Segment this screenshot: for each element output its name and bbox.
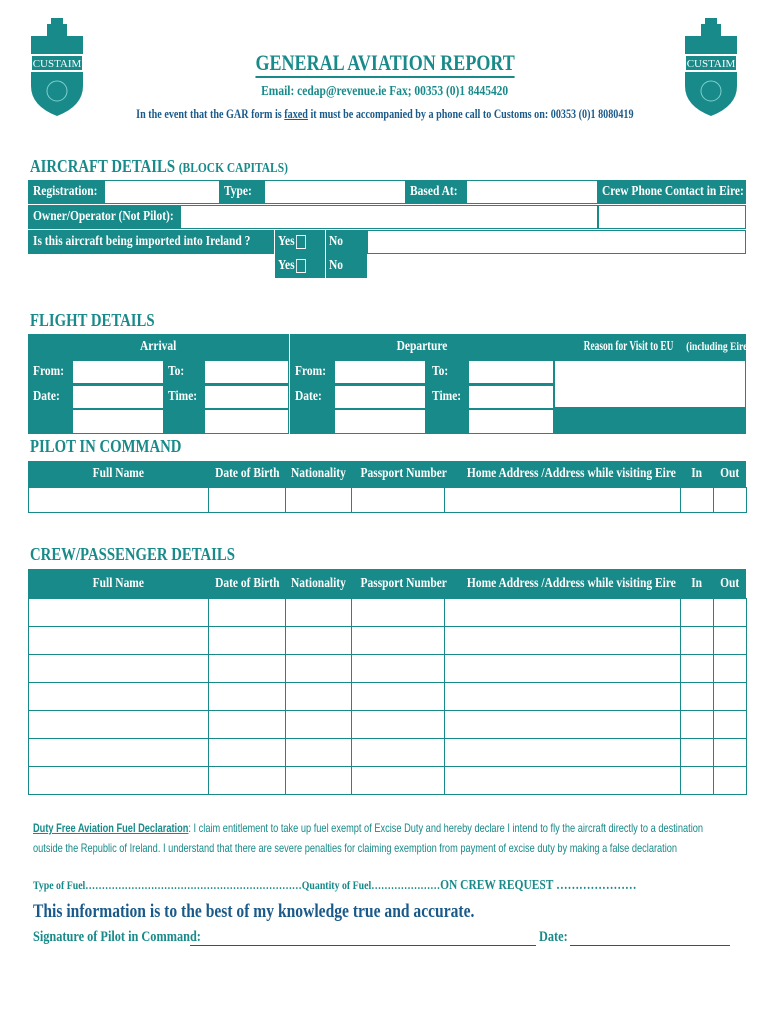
arrival-extra-field-2[interactable]: [204, 409, 289, 434]
statement: This information is to the best of my knowledge true and accurate.: [33, 901, 475, 922]
crew-cell[interactable]: [351, 654, 445, 683]
yes-checkbox-1[interactable]: Yes: [278, 230, 306, 254]
type-field[interactable]: [264, 180, 406, 204]
crew-col-address: Home Address /Address while visiting Eire: [466, 576, 676, 591]
crew-cell[interactable]: [28, 682, 209, 711]
crew-cell[interactable]: [444, 710, 681, 739]
crew-cell[interactable]: [208, 626, 286, 655]
departure-time-field[interactable]: [468, 385, 554, 409]
flight-section-title: FLIGHT DETAILS: [30, 310, 155, 330]
crew-cell[interactable]: [285, 654, 352, 683]
arrival-date-label: Date:: [33, 389, 60, 404]
arrival-time-label: Time:: [168, 389, 198, 404]
fuel-line: [33, 878, 636, 894]
date-line[interactable]: [570, 945, 730, 946]
arrival-to-label: To:: [168, 364, 185, 379]
crew-cell[interactable]: [208, 598, 286, 627]
departure-from-field[interactable]: [334, 360, 426, 384]
crest-text: CUSTAIM: [686, 58, 736, 70]
crew-phone-label: Crew Phone Contact in Eire:: [602, 184, 744, 199]
departure-header: Departure: [396, 339, 447, 354]
crew-section-title: CREW/PASSENGER DETAILS: [30, 544, 235, 564]
registration-field[interactable]: [104, 180, 220, 204]
arrival-from-field[interactable]: [72, 360, 164, 384]
crest-text: CUSTAIM: [32, 58, 82, 70]
date-label: Date:: [539, 929, 568, 945]
pilot-cell[interactable]: [680, 487, 714, 513]
crew-cell[interactable]: [208, 738, 286, 767]
departure-date-field[interactable]: [334, 385, 426, 409]
crew-cell[interactable]: [285, 738, 352, 767]
crew-cell[interactable]: [285, 682, 352, 711]
pilot-cell[interactable]: [28, 487, 209, 513]
signature-label: Signature of Pilot in Command:: [33, 929, 201, 945]
crew-cell[interactable]: [713, 766, 747, 795]
departure-time-label: Time:: [432, 389, 462, 404]
crew-cell[interactable]: [680, 682, 714, 711]
crew-cell[interactable]: [351, 766, 445, 795]
crew-cell[interactable]: [285, 710, 352, 739]
signature-line[interactable]: [190, 945, 536, 946]
crew-cell[interactable]: [28, 598, 209, 627]
crew-cell[interactable]: [351, 682, 445, 711]
fuel-quantity-label: Quantity of Fuel…………………: [301, 878, 441, 892]
crew-cell[interactable]: [713, 738, 747, 767]
crew-cell[interactable]: [351, 738, 445, 767]
departure-to-field[interactable]: [468, 360, 554, 384]
crew-cell[interactable]: [208, 710, 286, 739]
crew-cell[interactable]: [28, 766, 209, 795]
pilot-cell[interactable]: [713, 487, 747, 513]
crew-col-name: Full Name: [92, 576, 144, 591]
crew-cell[interactable]: [713, 682, 747, 711]
reason-field[interactable]: [554, 360, 746, 408]
crew-cell[interactable]: [713, 710, 747, 739]
reason-header: Reason for Visit to EU (including Eire):: [583, 339, 755, 354]
crew-cell[interactable]: [444, 682, 681, 711]
crew-cell[interactable]: [680, 738, 714, 767]
crew-col-in: In: [691, 576, 702, 591]
import-field[interactable]: [367, 230, 746, 254]
crew-col-dob: Date of Birth: [215, 576, 280, 591]
crew-cell[interactable]: [28, 626, 209, 655]
pilot-col-dob: Date of Birth: [215, 466, 280, 481]
owner-field[interactable]: [180, 205, 598, 229]
pilot-col-nationality: Nationality: [291, 466, 346, 481]
departure-extra-field-2[interactable]: [468, 409, 554, 434]
type-label: Type:: [224, 184, 252, 199]
fuel-declaration: Duty Free Aviation Fuel Declaration: I claim entitlement to take up fuel exempt of Excise Duty and hereby declare I intend to fly the aircraft directly to a destination outside the Republic of Ireland. I understand that there are severe penalties for claiming exemption from payment of excise duty by making a false declaration: [33, 821, 704, 855]
contact-line: Email: cedap@revenue.ie Fax; 00353 (0)1 8445420: [261, 84, 509, 99]
pilot-col-passport: Passport Number: [360, 466, 447, 481]
pilot-col-out: Out: [719, 466, 740, 481]
crew-cell[interactable]: [680, 598, 714, 627]
aircraft-section-title: AIRCRAFT DETAILS (BLOCK CAPITALS): [30, 156, 288, 176]
crew-cell[interactable]: [208, 766, 286, 795]
pilot-col-address: Home Address /Address while visiting Eire: [466, 466, 676, 481]
based-at-field[interactable]: [466, 180, 598, 204]
registration-label: Registration:: [33, 184, 98, 199]
pilot-cell[interactable]: [285, 487, 352, 513]
crew-cell[interactable]: [713, 654, 747, 683]
crew-col-passport: Passport Number: [360, 576, 447, 591]
crew-cell[interactable]: [285, 598, 352, 627]
checkbox-icon[interactable]: [296, 259, 306, 273]
arrival-header: Arrival: [140, 339, 177, 354]
fuel-type-label: Type of Fuel…………………………………………………………: [33, 878, 302, 892]
crew-cell[interactable]: [713, 626, 747, 655]
crew-cell[interactable]: [680, 654, 714, 683]
crew-cell[interactable]: [285, 766, 352, 795]
crew-cell[interactable]: [208, 682, 286, 711]
no-label-2: No: [329, 258, 344, 273]
based-at-label: Based At:: [410, 184, 458, 199]
yes-checkbox-2[interactable]: Yes: [278, 254, 306, 278]
crew-cell[interactable]: [680, 626, 714, 655]
arrival-from-label: From:: [33, 364, 65, 379]
crew-cell[interactable]: [285, 626, 352, 655]
crew-cell[interactable]: [28, 710, 209, 739]
owner-label: Owner/Operator (Not Pilot):: [33, 209, 174, 224]
pilot-section-title: PILOT IN COMMAND: [30, 436, 182, 456]
departure-extra-field[interactable]: [334, 409, 426, 434]
crew-request-label: ON CREW REQUEST …………………: [440, 878, 637, 893]
crew-col-nationality: Nationality: [291, 576, 346, 591]
import-question: Is this aircraft being imported into Ireland ?: [33, 234, 251, 249]
crew-cell[interactable]: [444, 598, 681, 627]
arrival-extra-field[interactable]: [72, 409, 164, 434]
page-title: GENERAL AVIATION REPORT: [255, 50, 514, 78]
departure-to-label: To:: [432, 364, 449, 379]
arrival-date-field[interactable]: [72, 385, 164, 409]
pilot-col-name: Full Name: [92, 466, 144, 481]
crew-cell[interactable]: [28, 654, 209, 683]
crew-cell[interactable]: [444, 654, 681, 683]
crew-cell[interactable]: [680, 710, 714, 739]
header: [0, 50, 770, 78]
crew-col-out: Out: [719, 576, 740, 591]
crew-phone-field[interactable]: [598, 205, 746, 229]
arrival-to-field[interactable]: [204, 360, 289, 384]
crew-cell[interactable]: [444, 766, 681, 795]
crew-cell[interactable]: [208, 654, 286, 683]
arrival-time-field[interactable]: [204, 385, 289, 409]
fax-note: In the event that the GAR form is faxed it must be accompanied by a phone call to Customs on: 00353 (0)1 8080419: [136, 106, 634, 121]
crew-cell[interactable]: [351, 598, 445, 627]
crew-cell[interactable]: [351, 710, 445, 739]
crew-cell[interactable]: [680, 766, 714, 795]
no-label-1: No: [329, 234, 344, 249]
crew-cell[interactable]: [28, 738, 209, 767]
checkbox-icon[interactable]: [296, 235, 306, 249]
pilot-col-in: In: [691, 466, 702, 481]
crew-cell[interactable]: [351, 626, 445, 655]
crew-cell[interactable]: [444, 626, 681, 655]
crew-cell[interactable]: [713, 598, 747, 627]
departure-from-label: From:: [295, 364, 327, 379]
pilot-cell[interactable]: [208, 487, 286, 513]
departure-date-label: Date:: [295, 389, 322, 404]
pilot-cell[interactable]: [351, 487, 445, 513]
pilot-cell[interactable]: [444, 487, 681, 513]
crew-cell[interactable]: [444, 738, 681, 767]
